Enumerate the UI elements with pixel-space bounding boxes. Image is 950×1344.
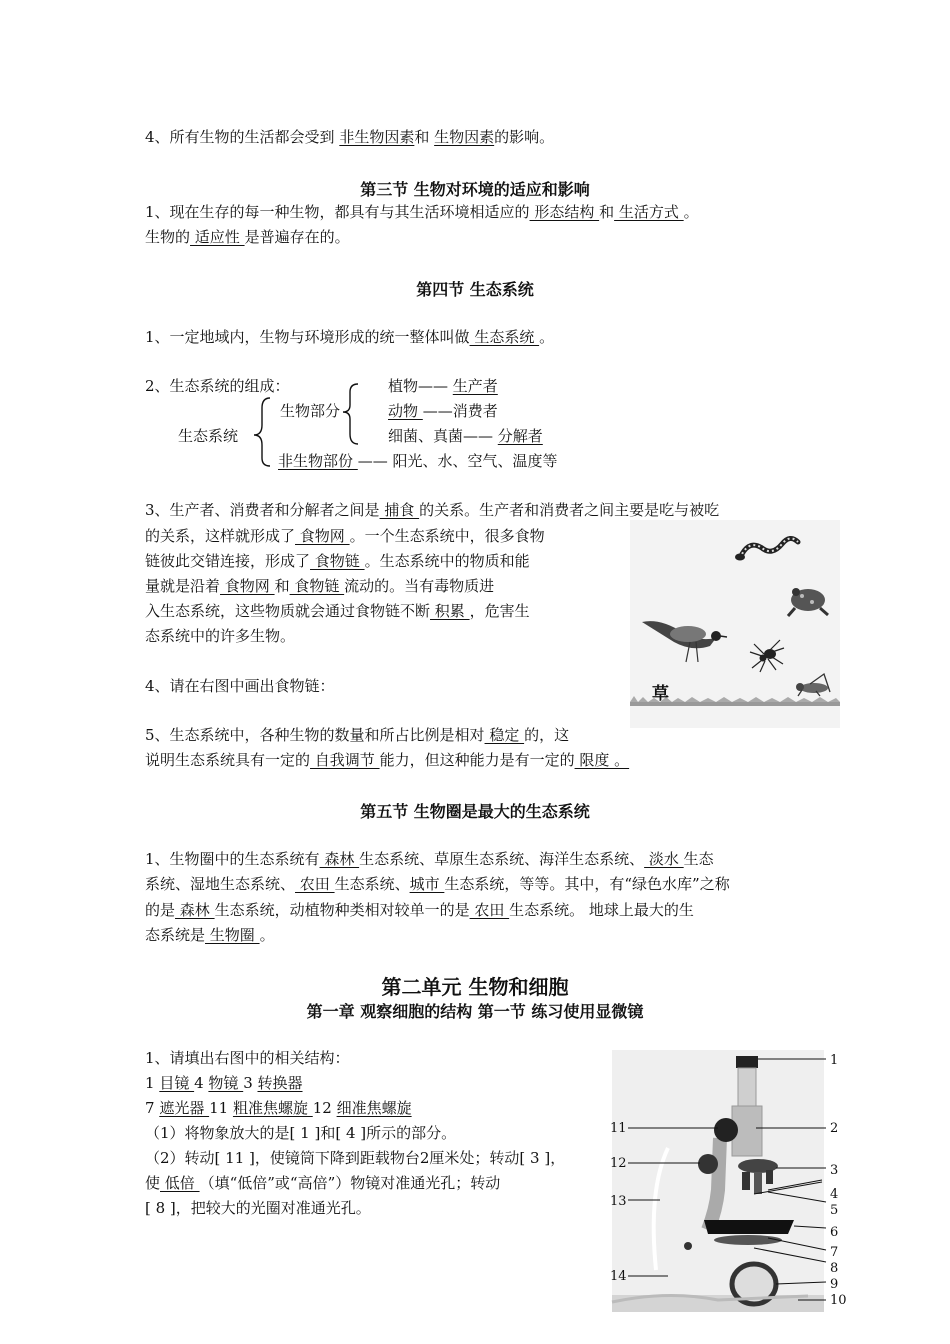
text: —— 阳光、水、空气、温度等 xyxy=(357,452,558,470)
answer-blank: 食物链 xyxy=(289,577,345,595)
answer-blank: 适应性 xyxy=(190,228,245,246)
text: 。 xyxy=(683,203,699,221)
text: 的影响。 xyxy=(494,128,555,146)
factors-sentence xyxy=(145,127,554,147)
label-number: 4 xyxy=(194,1074,209,1092)
text: 。生态系统中的物质和能 xyxy=(364,552,530,570)
text: 生态系统、草原生态系统、海洋生态系统、 xyxy=(359,850,645,868)
fine-focus-knob-icon xyxy=(698,1154,718,1174)
label-number: 3 xyxy=(243,1074,258,1092)
text: ——消费者 xyxy=(422,402,498,420)
answer-blank: 动物 xyxy=(388,402,423,420)
grass-label: 草 xyxy=(652,684,669,704)
answer-blank: 生态系统 xyxy=(469,328,540,346)
text: 3、生产者、消费者和分解者之间是 xyxy=(145,501,380,519)
part-label-11: 11 xyxy=(610,1121,627,1136)
answer-blank: 非生物因素 xyxy=(339,128,415,146)
answer-blank: 遮光器 xyxy=(159,1099,210,1117)
answer-blank: 粗准焦螺旋 xyxy=(232,1099,313,1117)
food-web-picture xyxy=(630,520,840,728)
answer-blank: 生活方式 xyxy=(614,203,684,221)
plant-row xyxy=(388,376,498,396)
q3-line-4 xyxy=(145,576,494,596)
text: 入生态系统，这些物质就会通过食物链不断 xyxy=(145,602,431,620)
text: 。 xyxy=(539,328,555,346)
ecosystem-label: 生态系统 xyxy=(178,427,239,445)
label-number: 1 xyxy=(145,1074,160,1092)
subquestion-1: （1）将物象放大的是[ 1 ]和[ 4 ]所示的部分。 xyxy=(145,1124,457,1142)
text: （填“低倍”或“高倍”）物镜对准通光孔；转动 xyxy=(199,1174,501,1192)
part-label-3: 3 xyxy=(830,1163,839,1178)
brace-diagram xyxy=(240,380,370,472)
text: 的，这 xyxy=(524,726,570,744)
answer-blank: 生物因素 xyxy=(434,128,495,146)
section-5-line-4 xyxy=(145,925,275,945)
part-label-6: 6 xyxy=(830,1225,839,1240)
answer-blank: 生物圈 xyxy=(205,926,260,944)
label-number: 11 xyxy=(209,1099,233,1117)
label-number: 7 xyxy=(145,1099,160,1117)
unit-2-title: 第二单元 生物和细胞 xyxy=(381,975,569,999)
part-label-7: 7 xyxy=(830,1245,839,1260)
answer-blank: 食物网 xyxy=(220,577,275,595)
answer-blank: 农田 xyxy=(295,875,335,893)
answer-row-2 xyxy=(145,1098,412,1118)
large-brace-icon xyxy=(254,398,270,466)
text: 态系统是 xyxy=(145,926,206,944)
answer-blank: 城市 xyxy=(409,875,445,893)
text: 的关系。生产者和消费者之间主要是吃与被吃 xyxy=(419,501,720,519)
q4-line: 4、请在右图中画出食物链： xyxy=(145,677,335,695)
q3-line-1 xyxy=(145,500,719,520)
fungi-row xyxy=(388,426,543,446)
subquestion-2-end: [ 8 ]，把较大的光圈对准通光孔。 xyxy=(145,1199,371,1217)
answer-row-1 xyxy=(145,1073,303,1093)
part-label-5: 5 xyxy=(830,1203,839,1218)
answer-blank: 食物网 xyxy=(295,527,350,545)
section-5-line-2 xyxy=(145,874,730,894)
part-label-1: 1 xyxy=(830,1053,839,1068)
answer-blank: 目镜 xyxy=(159,1074,195,1092)
text: 链彼此交错连接，形成了 xyxy=(145,552,311,570)
chapter-1-subtitle: 第一章 观察细胞的结构 第一节 练习使用显微镜 xyxy=(306,1002,644,1021)
q3-line-6: 态系统中的许多生物。 xyxy=(145,627,296,645)
q5-line-1 xyxy=(145,725,569,745)
text: 1、生物圈中的生态系统有 xyxy=(145,850,320,868)
part-label-14: 14 xyxy=(610,1269,627,1284)
section-5-line-1 xyxy=(145,849,714,869)
subquestion-2-cont xyxy=(145,1173,500,1193)
answer-blank: 淡水 xyxy=(644,850,684,868)
answer-blank: 捕食 xyxy=(379,501,420,519)
text: 的是 xyxy=(145,901,176,919)
text: 1、一定地域内，生物与环境形成的统一整体叫做 xyxy=(145,328,470,346)
objective-icon xyxy=(742,1172,750,1190)
answer-blank: 食物链 xyxy=(310,552,365,570)
text: 说明生态系统具有一定的 xyxy=(145,751,311,769)
text: 能力，但这种能力是有一定的 xyxy=(379,751,575,769)
answer-blank: 森林 xyxy=(175,901,215,919)
part-label-8: 8 xyxy=(830,1261,839,1276)
text: 生态系统。 地球上最大的生 xyxy=(509,901,694,919)
part-label-10: 10 xyxy=(830,1293,847,1308)
text: 生态系统、 xyxy=(334,875,410,893)
label-number: 12 xyxy=(312,1099,337,1117)
section-5-line-3 xyxy=(145,900,694,920)
answer-blank: 细准焦螺旋 xyxy=(336,1099,412,1117)
answer-blank: 低倍 xyxy=(160,1174,200,1192)
text: 。一个生态系统中，很多食物 xyxy=(349,527,545,545)
text: 生态 xyxy=(683,850,714,868)
text: 生物的 xyxy=(145,228,191,246)
text: 和 xyxy=(599,203,615,221)
part-label-4: 4 xyxy=(830,1187,839,1202)
answer-blank: 限度 。 xyxy=(574,751,630,769)
microscope-question: 1、请填出右图中的相关结构： xyxy=(145,1049,350,1067)
answer-blank: 积累 xyxy=(430,602,470,620)
subquestion-2: （2）转动[ 11 ]，使镜筒下降到距载物台2厘米处；转动[ 3 ]， xyxy=(145,1149,566,1167)
animal-row xyxy=(388,401,498,421)
q1-ecosystem-definition xyxy=(145,327,554,347)
text: 生态系统，等等。其中，有“绿色水库”之称 xyxy=(444,875,730,893)
answer-blank: 物镜 xyxy=(208,1074,244,1092)
text: 和 xyxy=(274,577,290,595)
section-3-line-2 xyxy=(145,227,350,247)
text: 的关系，这样就形成了 xyxy=(145,527,296,545)
microscope-figure xyxy=(608,1050,860,1312)
diaphragm-icon xyxy=(714,1235,782,1245)
q3-line-3 xyxy=(145,551,530,571)
text: 系统、湿地生态系统、 xyxy=(145,875,296,893)
text: ，危害生 xyxy=(469,602,530,620)
biotic-part-label: 生物部分 xyxy=(280,402,341,420)
eyepiece-icon xyxy=(736,1056,758,1068)
text: 生态系统，动植物种类相对较单一的是 xyxy=(214,901,470,919)
text: 5、生态系统中，各种生物的数量和所占比例是相对 xyxy=(145,726,485,744)
part-label-2: 2 xyxy=(830,1121,839,1136)
text: 是普遍存在的。 xyxy=(244,228,350,246)
q2-label: 2、生态系统的组成： xyxy=(145,377,290,395)
text: 植物—— xyxy=(388,377,453,395)
text: 和 xyxy=(414,128,435,146)
section-5-title: 第五节 生物圈是最大的生态系统 xyxy=(360,802,590,821)
stage-icon xyxy=(704,1220,794,1234)
answer-blank: 非生物部份 xyxy=(278,452,358,470)
answer-blank: 分解者 xyxy=(497,427,543,445)
q3-line-2 xyxy=(145,526,545,546)
answer-blank: 转换器 xyxy=(257,1074,303,1092)
section-3-line-1 xyxy=(145,202,699,222)
text: 。 xyxy=(259,926,275,944)
text: 4、所有生物的生活都会受到 xyxy=(145,128,340,146)
part-label-13: 13 xyxy=(610,1194,627,1209)
answer-blank: 自我调节 xyxy=(310,751,380,769)
answer-blank: 森林 xyxy=(319,850,360,868)
small-brace-icon xyxy=(343,384,358,444)
part-label-12: 12 xyxy=(610,1156,627,1171)
text: 细菌、真菌—— xyxy=(388,427,498,445)
q5-line-2 xyxy=(145,750,629,770)
part-label-9: 9 xyxy=(830,1277,839,1292)
q3-line-5 xyxy=(145,601,530,621)
section-3-title: 第三节 生物对环境的适应和影响 xyxy=(360,180,590,199)
answer-blank: 形态结构 xyxy=(529,203,600,221)
answer-blank: 生产者 xyxy=(452,377,498,395)
coarse-focus-knob-icon xyxy=(714,1118,738,1142)
text: 1、现在生存的每一种生物，都具有与其生活环境相适应的 xyxy=(145,203,530,221)
text: 量就是沿着 xyxy=(145,577,221,595)
answer-blank: 稳定 xyxy=(484,726,525,744)
text: 流动的。当有毒物质进 xyxy=(344,577,495,595)
answer-blank: 农田 xyxy=(469,901,510,919)
section-4-title: 第四节 生态系统 xyxy=(416,280,534,299)
text: 使 xyxy=(145,1174,161,1192)
